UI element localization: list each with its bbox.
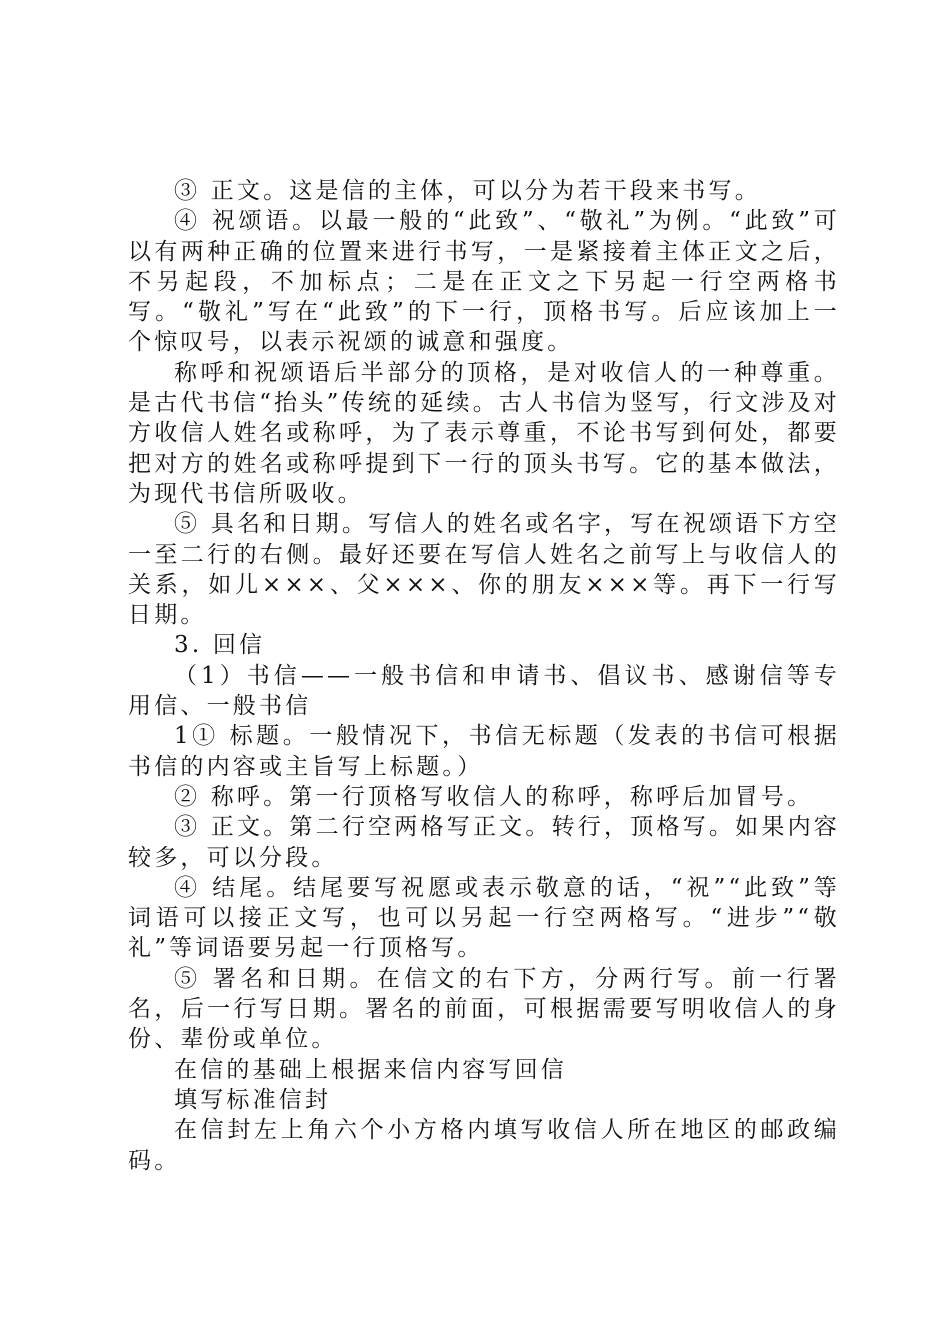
paragraph-signature-date: ⑤ 具名和日期。写信人的姓名或名字，写在祝颂语下方空一至二行的右侧。最好还要在写信人姓名之前写上与收信人的关系，如儿×××、父×××、你的朋友×××等。再下一行写日期。 xyxy=(128,511,840,629)
paragraph-letter-types: （1）书信——一般书信和申请书、倡议书、感谢信等专用信、一般书信 xyxy=(128,662,840,720)
paragraph-envelope: 填写标准信封 xyxy=(174,1086,332,1113)
paragraph-signature: ⑤ 署名和日期。在信文的右下方，分两行写。前一行署名，后一行写日期。署名的前面，可根据需要写明收信人的身份、辈份或单位。 xyxy=(128,965,840,1053)
paragraph-title: 1① 标题。一般情况下，书信无标题（发表的书信可根据书信的内容或主旨写上标题。） xyxy=(128,723,840,780)
document-page xyxy=(128,176,840,1176)
paragraph-write-reply: 在信的基础上根据来信内容写回信 xyxy=(174,1056,567,1083)
paragraph-postcode: 在信封左上角六个小方格内填写收信人所在地区的邮政编码。 xyxy=(128,1117,840,1174)
paragraph-body: ③ 正文。第二行空两格写正文。转行，顶格写。如果内容较多，可以分段。 xyxy=(128,814,840,871)
paragraph-body-text: ③ 正文。这是信的主体，可以分为若干段来书写。 xyxy=(174,178,761,204)
paragraph-closing-greeting: ④ 祝颂语。以最一般的“此致”、“敬礼”为例。“此致”可以有两种正确的位置来进行书写，一是紧接着主体正文之后，不另起段，不加标点；二是在正文之下另起一行空两格书写。“敬礼”写在“此致”的下一行，顶格书写。后应该加上一个惊叹号，以表示祝颂的诚意和强度。 xyxy=(128,208,840,356)
paragraph-top-alignment-note: 称呼和祝颂语后半部分的顶格，是对收信人的一种尊重。是古代书信“抬头”传统的延续。古人书信为竖写，行文涉及对方收信人姓名或称呼，为了表示尊重，不论书写到何处，都要把对方的姓名或称呼提到下一行的顶头书写。它的基本做法，为现代书信所吸收。 xyxy=(128,359,840,507)
section-heading-reply: 3. 回信 xyxy=(174,632,266,659)
paragraph-ending: ④ 结尾。结尾要写祝愿或表示敬意的话，“祝”“此致”等词语可以接正文写，也可以另起一行空两格写。“进步”“敬礼”等词语要另起一行顶格写。 xyxy=(128,874,840,962)
paragraph-salutation: ② 称呼。第一行顶格写收信人的称呼，称呼后加冒号。 xyxy=(174,783,814,810)
